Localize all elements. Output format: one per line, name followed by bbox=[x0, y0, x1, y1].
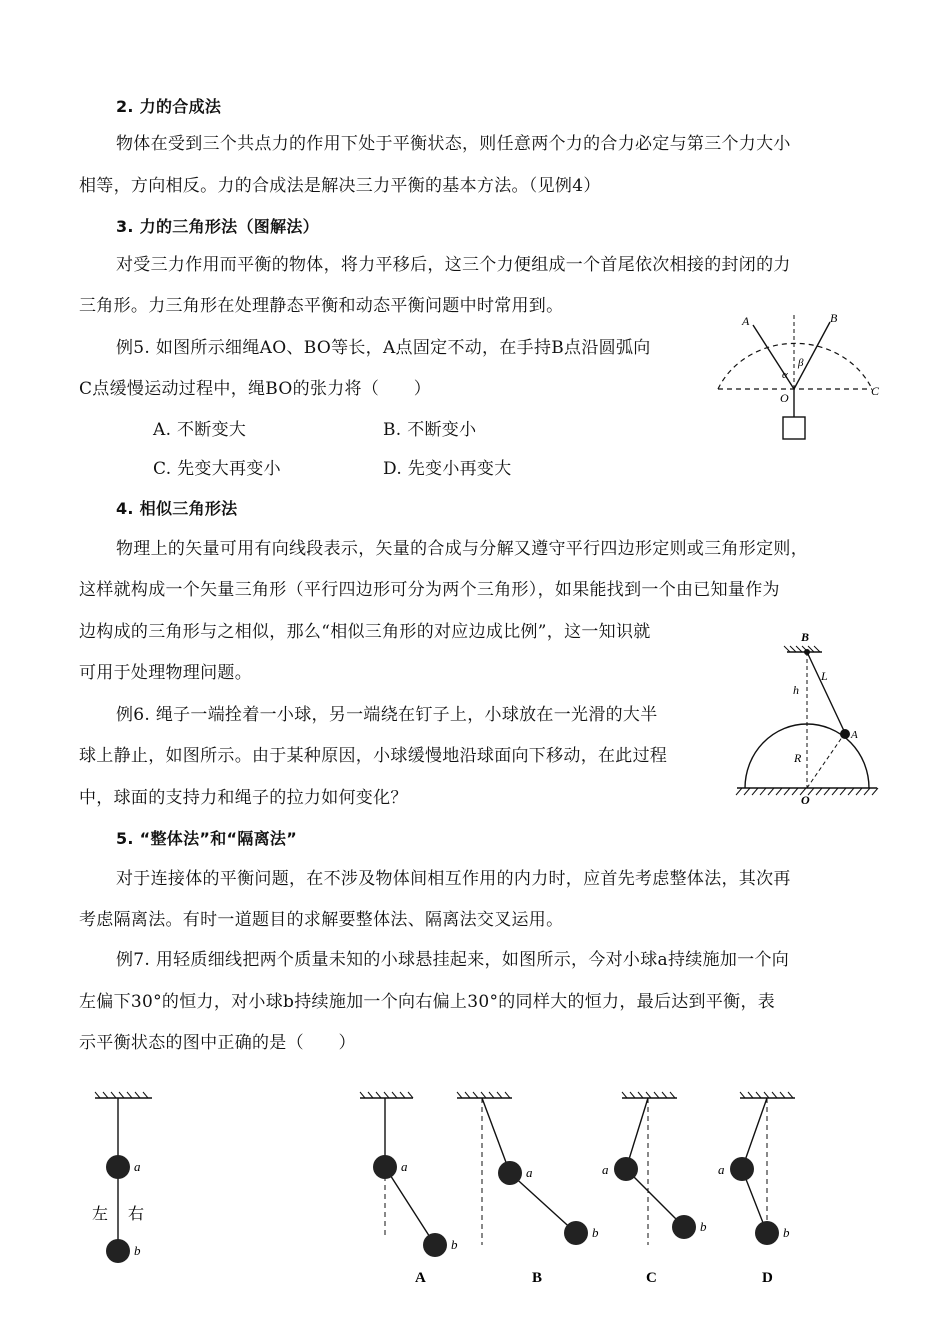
ball-b bbox=[672, 1215, 696, 1239]
svg-text:b: b bbox=[451, 1237, 458, 1252]
svg-text:a: a bbox=[526, 1165, 533, 1180]
arc-path bbox=[718, 343, 872, 389]
section-4-heading: 4. 相似三角形法 bbox=[116, 499, 238, 518]
section-2-heading: 2. 力的合成法 bbox=[116, 97, 222, 116]
label-o: O bbox=[780, 391, 789, 405]
section-3-heading: 3. 力的三角形法（图解法） bbox=[116, 217, 319, 236]
section-3-paragraph-line-2: 三角形。力三角形在处理静态平衡和动态平衡问题中时常用到。 bbox=[79, 296, 564, 316]
label-alpha: α bbox=[782, 369, 788, 381]
section-5-heading: 5. “整体法”和“隔离法” bbox=[116, 829, 298, 848]
section-4-paragraph-line-1: 物理上的矢量可用有向线段表示，矢量的合成与分解又遵守平行四边形定则或三角形定则， bbox=[116, 539, 808, 559]
radius-line bbox=[807, 733, 845, 788]
option-b-diagram bbox=[457, 1092, 599, 1286]
example-6-figure bbox=[732, 628, 882, 808]
example-7-line-2: 左偏下30°的恒力，对小球b持续施加一个向右偏上30°的同样大的恒力，最后达到平衡，表 bbox=[79, 992, 776, 1012]
option-c-diagram bbox=[602, 1092, 707, 1286]
example-5-option-b: B. 不断变小 bbox=[383, 420, 477, 440]
option-c-label: C bbox=[646, 1270, 657, 1286]
option-a-label: A bbox=[415, 1270, 426, 1286]
ball-a bbox=[614, 1157, 638, 1181]
svg-text:b: b bbox=[783, 1225, 790, 1240]
option-b-label: B bbox=[532, 1270, 543, 1286]
label-l: L bbox=[821, 669, 828, 683]
example-7-line-1: 例7. 用轻质细线把两个质量未知的小球悬挂起来，如图所示，今对小球a持续施加一个向 bbox=[116, 950, 790, 970]
rope-l bbox=[807, 652, 845, 733]
rope-ao bbox=[753, 325, 794, 389]
example-6-line-1: 例6. 绳子一端拴着一小球，另一端绕在钉子上，小球放在一光滑的大半 bbox=[116, 705, 658, 725]
ball-a bbox=[373, 1155, 397, 1179]
label-b: b bbox=[134, 1243, 141, 1258]
ball-b bbox=[423, 1233, 447, 1257]
svg-text:b: b bbox=[700, 1219, 707, 1234]
label-left: 左 bbox=[92, 1206, 109, 1223]
example-7-figure bbox=[80, 1085, 800, 1300]
label-right: 右 bbox=[128, 1206, 145, 1223]
example-5-option-d: D. 先变小再变大 bbox=[383, 459, 512, 479]
ball-b bbox=[755, 1221, 779, 1245]
ceiling-hatch bbox=[784, 646, 820, 652]
ball-a bbox=[106, 1155, 130, 1179]
label-beta: β bbox=[798, 357, 804, 369]
ball-a bbox=[730, 1157, 754, 1181]
example-5-line-1: 例5. 如图所示细绳AO、BO等长，A点固定不动，在手持B点沿圆弧向 bbox=[116, 338, 651, 358]
section-4-paragraph-line-4: 可用于处理物理问题。 bbox=[79, 663, 252, 683]
option-a-diagram bbox=[360, 1092, 458, 1286]
example-5-figure bbox=[706, 305, 886, 450]
ball-b bbox=[564, 1221, 588, 1245]
ball-b bbox=[106, 1239, 130, 1263]
section-5-paragraph-line-2: 考虑隔离法。有时一道题目的求解要整体法、隔离法交叉运用。 bbox=[79, 910, 564, 930]
example-6-line-2: 球上静止，如图所示。由于某种原因，小球缓慢地沿球面向下移动，在此过程 bbox=[79, 746, 668, 766]
label-a: A bbox=[851, 729, 858, 741]
label-b: B bbox=[830, 311, 838, 325]
label-r: R bbox=[794, 751, 802, 765]
section-3-paragraph-line-1: 对受三力作用而平衡的物体，将力平移后，这三个力便组成一个首尾依次相接的封闭的力 bbox=[116, 255, 791, 275]
label-h: h bbox=[793, 683, 799, 697]
svg-text:a: a bbox=[401, 1159, 408, 1174]
label-b: B bbox=[801, 630, 810, 644]
weight-box bbox=[783, 417, 805, 439]
section-2-paragraph-line-1: 物体在受到三个共点力的作用下处于平衡状态，则任意两个力的合力必定与第三个力大小 bbox=[116, 134, 791, 154]
example-7-line-3: 示平衡状态的图中正确的是（ ） bbox=[79, 1033, 356, 1053]
section-5-paragraph-line-1: 对于连接体的平衡问题，在不涉及物体间相互作用的内力时，应首先考虑整体法，其次再 bbox=[116, 869, 791, 889]
ball-a bbox=[498, 1161, 522, 1185]
section-4-paragraph-line-2: 这样就构成一个矢量三角形（平行四边形可分为两个三角形），如果能找到一个由已知量作为 bbox=[79, 580, 780, 600]
section-4-paragraph-line-3: 边构成的三角形与之相似，那么“相似三角形的对应边成比例”，这一知识就 bbox=[79, 622, 651, 642]
svg-text:a: a bbox=[602, 1162, 609, 1177]
example-6-line-3: 中，球面的支持力和绳子的拉力如何变化？ bbox=[79, 788, 408, 808]
initial-state-diagram bbox=[92, 1092, 152, 1263]
label-c: C bbox=[871, 384, 880, 398]
example-5-option-a: A. 不断变大 bbox=[153, 420, 247, 440]
example-5-line-2: C点缓慢运动过程中，绳BO的张力将（ ） bbox=[79, 379, 432, 399]
small-ball bbox=[840, 729, 850, 739]
example-5-option-c: C. 先变大再变小 bbox=[153, 459, 281, 479]
section-2-paragraph-line-2: 相等，方向相反。力的合成法是解决三力平衡的基本方法。（见例4） bbox=[79, 176, 601, 196]
svg-text:a: a bbox=[718, 1162, 725, 1177]
label-a: a bbox=[134, 1159, 141, 1174]
option-d-diagram bbox=[718, 1092, 795, 1286]
label-o: O bbox=[801, 793, 810, 807]
option-d-label: D bbox=[762, 1270, 773, 1286]
rope-bo bbox=[794, 322, 830, 389]
svg-text:b: b bbox=[592, 1225, 599, 1240]
label-a: A bbox=[742, 314, 750, 328]
